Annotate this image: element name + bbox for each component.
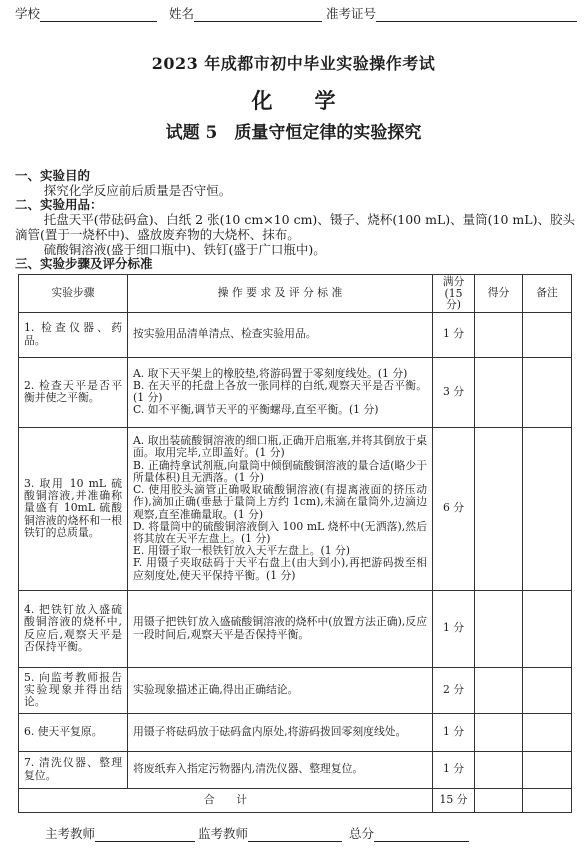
criterion: C. 使用胶头滴管正确吸取硫酸铜溶液(有提离液面的挤压动作),滴加正确(垂悬于量筒上方约 1cm),未滴在量筒外,边滴边观察,直至准确量取。(1 分) xyxy=(133,483,427,521)
signature-line xyxy=(45,826,490,842)
remark-cell xyxy=(523,713,572,751)
exam-title: 2023 年成都市初中毕业实验操作考试 xyxy=(151,54,436,73)
steps-heading: 三、实验步骤及评分标准 xyxy=(15,256,153,272)
points-cell: 1 分 xyxy=(433,312,475,357)
exam-id-blank xyxy=(376,6,577,22)
step-cell: 2. 检查天平是否平衡并使之平衡。 xyxy=(19,357,128,427)
exam-id-label: 准考证号 xyxy=(326,6,377,21)
header-full-score-label: 满分 xyxy=(442,275,465,288)
score-cell xyxy=(475,713,523,751)
points-cell: 1 分 xyxy=(433,590,475,667)
score-cell xyxy=(475,427,523,590)
criterion: A. 取出装硫酸铜溶液的细口瓶,正确开启瓶塞,并将其倒放于桌面。取用完毕,立即盖好。(1 分) xyxy=(133,434,427,460)
points-cell: 2 分 xyxy=(433,667,475,713)
score-cell xyxy=(475,667,523,713)
exam-instructions xyxy=(15,169,575,272)
step-cell: 6. 使天平复原。 xyxy=(19,713,128,751)
criteria-cell xyxy=(128,751,433,788)
total-score-cell xyxy=(475,788,523,812)
invigilator-blank xyxy=(248,827,342,842)
total-label: 合 计 xyxy=(19,788,433,812)
score-cell xyxy=(475,751,523,788)
purpose-text: 探究化学反应前后质量是否守恒。 xyxy=(43,182,232,198)
criterion: C. 如不平衡,调节天平的平衡螺母,直至平衡。(1 分) xyxy=(133,403,379,417)
header-remark: 备注 xyxy=(523,275,572,313)
criterion: E. 用镊子取一根铁钉放入天平左盘上。(1 分) xyxy=(133,544,351,558)
remark-cell xyxy=(523,427,572,590)
school-label: 学校 xyxy=(15,6,41,21)
question-title: 试题 5 质量守恒定律的实验探究 xyxy=(165,123,422,143)
score-cell xyxy=(475,312,523,357)
remark-cell xyxy=(523,751,572,788)
header-step: 实验步骤 xyxy=(19,275,128,313)
criterion: 用镊子把铁钉放入盛硫酸铜溶液的烧杯中(放置方法正确),反应一段时间后,观察天平是否保持平衡。 xyxy=(133,615,427,641)
table-row xyxy=(19,427,572,590)
criterion: 实验现象描述正确,得出正确结论。 xyxy=(133,682,299,696)
criteria-cell xyxy=(128,713,433,751)
subject-title: 化 学 xyxy=(251,88,336,113)
scoring-table xyxy=(18,274,572,813)
name-label: 姓名 xyxy=(169,6,195,21)
table-row xyxy=(19,590,572,667)
purpose-heading: 一、实验目的 xyxy=(15,168,91,183)
materials-heading: 二、实验用品： xyxy=(15,197,103,213)
reagents-list: 硫酸铜溶液(盛于细口瓶中)、铁钉(盛于广口瓶中)。 xyxy=(43,241,326,257)
criteria-cell xyxy=(128,357,433,427)
total-points: 15 分 xyxy=(433,788,475,812)
step-cell: 5. 向监考教师报告实验现象并得出结论。 xyxy=(19,667,128,713)
name-blank xyxy=(194,6,322,22)
criterion: D. 将量筒中的硫酸铜溶液倒入 100 mL 烧杯中(无洒落),然后将其放在天平左盘上。(1 分) xyxy=(133,519,427,545)
criterion: 将废纸弃入指定污物器内,清洗仪器、整理复位。 xyxy=(133,762,364,776)
criterion: F. 用镊子夹取砝码于天平右盘上(由大到小),再把游码拨至相应刻度处,使天平保持平衡。(1 分) xyxy=(133,556,427,582)
points-cell: 1 分 xyxy=(433,751,475,788)
criterion: B. 正确持拿试剂瓶,向量筒中倾倒硫酸铜溶液的量合适(略少于所量体积)且无洒落。(1 分) xyxy=(133,458,427,484)
points-cell: 1 分 xyxy=(433,713,475,751)
remark-cell xyxy=(523,590,572,667)
points-cell: 3 分 xyxy=(433,357,475,427)
table-header-row xyxy=(19,275,572,313)
step-cell: 3. 取用 10 mL 硫酸铜溶液,并准确称量盛有 10mL 硫酸铜溶液的烧杯和一根铁钉的总质量。 xyxy=(19,427,128,590)
table-row xyxy=(19,713,572,751)
criteria-cell xyxy=(128,312,433,357)
table-row xyxy=(19,357,572,427)
points-cell: 6 分 xyxy=(433,427,475,590)
materials-list: 托盘天平(带砝码盒)、白纸 2 张(10 cm×10 cm)、镊子、烧杯(100 mL)、量筒(10 mL)、胶头滴管(置于一烧杯中)、盛放废弃物的大烧杯、抹布。 xyxy=(15,212,575,242)
total-remark-cell xyxy=(523,788,572,812)
remark-cell xyxy=(523,312,572,357)
total-score-blank xyxy=(374,827,469,842)
total-row xyxy=(19,788,572,812)
table-row xyxy=(19,751,572,788)
header-score: 得分 xyxy=(475,275,523,313)
step-cell: 7. 清洗仪器、整理复位。 xyxy=(19,751,128,788)
step-cell: 1. 检查仪器、药品。 xyxy=(19,312,128,357)
total-score-label: 总分 xyxy=(349,826,375,841)
criterion: 用镊子将砝码放于砝码盒内原处,将游码拨回零刻度线处。 xyxy=(133,724,407,738)
criteria-cell xyxy=(128,590,433,667)
school-blank xyxy=(40,6,157,22)
chief-examiner-label: 主考教师 xyxy=(45,826,96,841)
remark-cell xyxy=(523,357,572,427)
step-cell: 4. 把铁钉放入盛硫酸铜溶液的烧杯中,反应后,观察天平是否保持平衡。 xyxy=(19,590,128,667)
criterion: B. 在天平的托盘上各放一张同样的白纸,观察天平是否平衡。(1 分) xyxy=(133,378,427,404)
header-full-score-total: (15 分) xyxy=(444,286,463,311)
chief-examiner-blank xyxy=(95,827,195,842)
score-cell xyxy=(475,357,523,427)
criterion: 按实验用品清单清点、检查实验用品。 xyxy=(133,327,317,341)
student-info-line xyxy=(15,4,577,22)
remark-cell xyxy=(523,667,572,713)
score-cell xyxy=(475,590,523,667)
table-row xyxy=(19,667,572,713)
criteria-cell xyxy=(128,427,433,590)
criteria-cell xyxy=(128,667,433,713)
header-full-score xyxy=(433,275,475,313)
table-row xyxy=(19,312,572,357)
header-requirement: 操 作 要 求 及 评 分 标 准 xyxy=(128,275,433,313)
criterion: A. 取下天平架上的橡胶垫,将游码置于零刻度线处。(1 分) xyxy=(133,366,408,380)
invigilator-label: 监考教师 xyxy=(198,826,249,841)
